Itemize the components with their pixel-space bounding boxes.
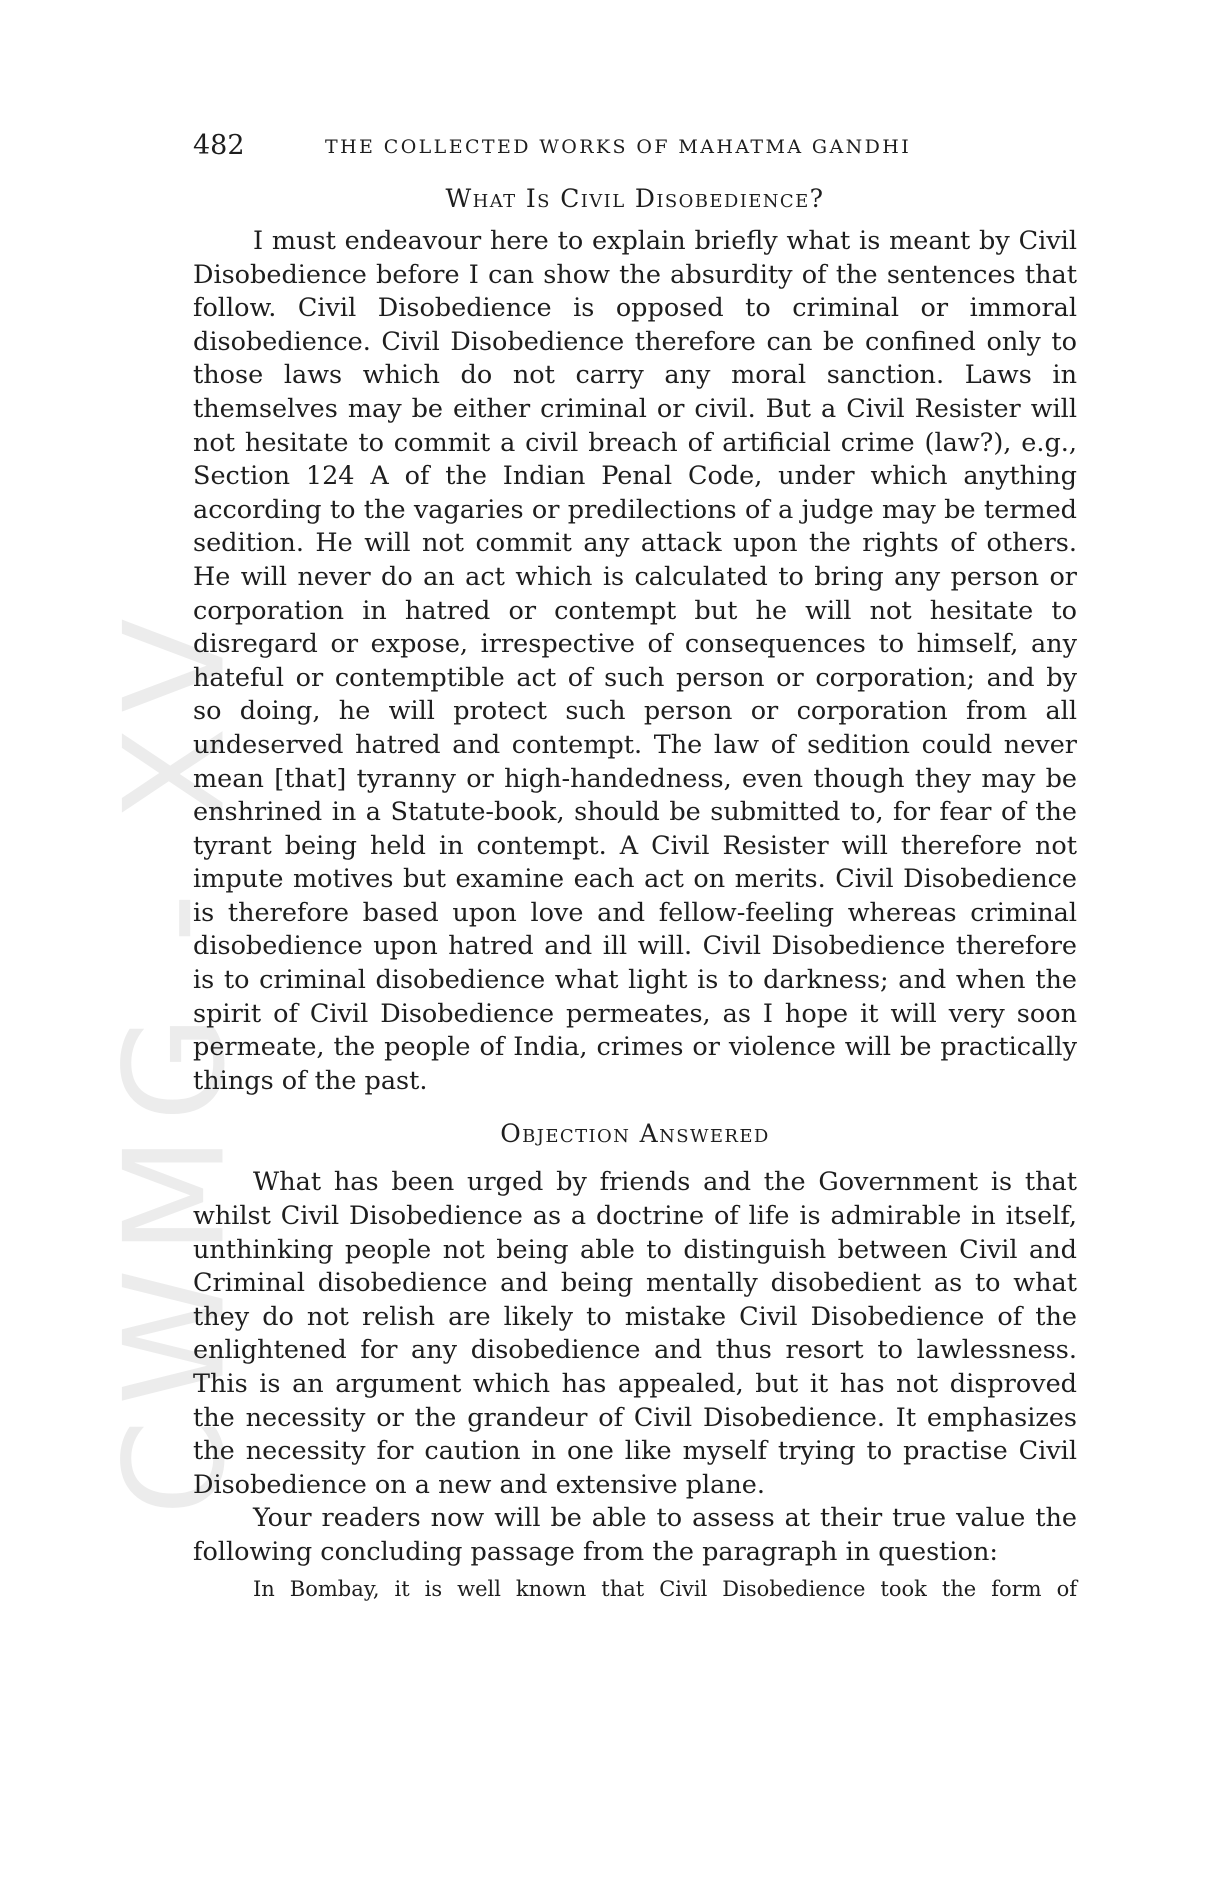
paragraph: Your readers now will be able to assess at their true value the following concluding passage from the paragraph in question:: [193, 1503, 1077, 1567]
paragraph: I must endeavour here to explain briefly what is meant by Civil Disobedience before I can show the absurdity of the sentences that follow. Civil Disobedience is opposed to criminal or immoral disobedience. Civil Disobedience therefore can be confined only to those laws which do not carry any moral sanction. Laws in themselves may be either criminal or civil. But a Civil Resister will not hesitate to commit a civil breach of artificial crime (law?), e.g., Section 124 A of the Indian Penal Code, under which anything according to the vagaries or predilections of a judge may be termed sedition. He will not commit any attack upon the rights of others. He will never do an act which is calculated to bring any person or corporation in hatred or contempt but he will not hesitate to disregard or expose, irrespective of consequences to himself, any hateful or contemptible act of such person or corporation; and by so doing, he will protect such person or corporation from all undeserved hatred and contempt. The law of sedition could never mean [that] tyranny or high-handedness, even though they may be enshrined in a Statute-book, should be submitted to, for fear of the tyrant being held in contempt. A Civil Resister will therefore not impute motives but examine each act on merits. Civil Disobedience is therefore based upon love and fellow-feeling whereas criminal disobedience upon hatred and ill will. Civil Disobedience therefore is to criminal disobedience what light is to darkness; and when the spirit of Civil Disobedience permeates, as I hope it will very soon permeate, the people of India, crimes or violence will be practically things of the past.: [193, 226, 1077, 1096]
page-number: 482: [193, 130, 245, 161]
page-header: [193, 128, 1079, 168]
section-title-civil-disobedience: What Is Civil Disobedience?: [445, 184, 825, 213]
block-quote: In Bombay, it is well known that Civil Disobedience took the form of: [253, 1576, 1077, 1601]
section-title-objection-answered: Objection Answered: [500, 1119, 770, 1149]
watermark: CWMG - XV: [94, 604, 256, 1516]
running-head: THE COLLECTED WORKS OF MAHATMA GANDHI: [325, 136, 912, 158]
page-content: [193, 181, 1077, 1604]
paragraph: What has been urged by friends and the Government is that whilst Civil Disobedience as a doctrine of life is admirable in itself, unthinking people not being able to distinguish between Civil and Criminal disobedience and being mentally disobedient as to what they do not relish are likely to mistake Civil Disobedience of the enlightened for any disobedience and thus resort to lawlessness. This is an argument which has appealed, but it has not disproved the necessity or the grandeur of Civil Disobedience. It emphasizes the necessity for caution in one like myself trying to practise Civil Disobedience on a new and extensive plane.: [193, 1167, 1077, 1500]
